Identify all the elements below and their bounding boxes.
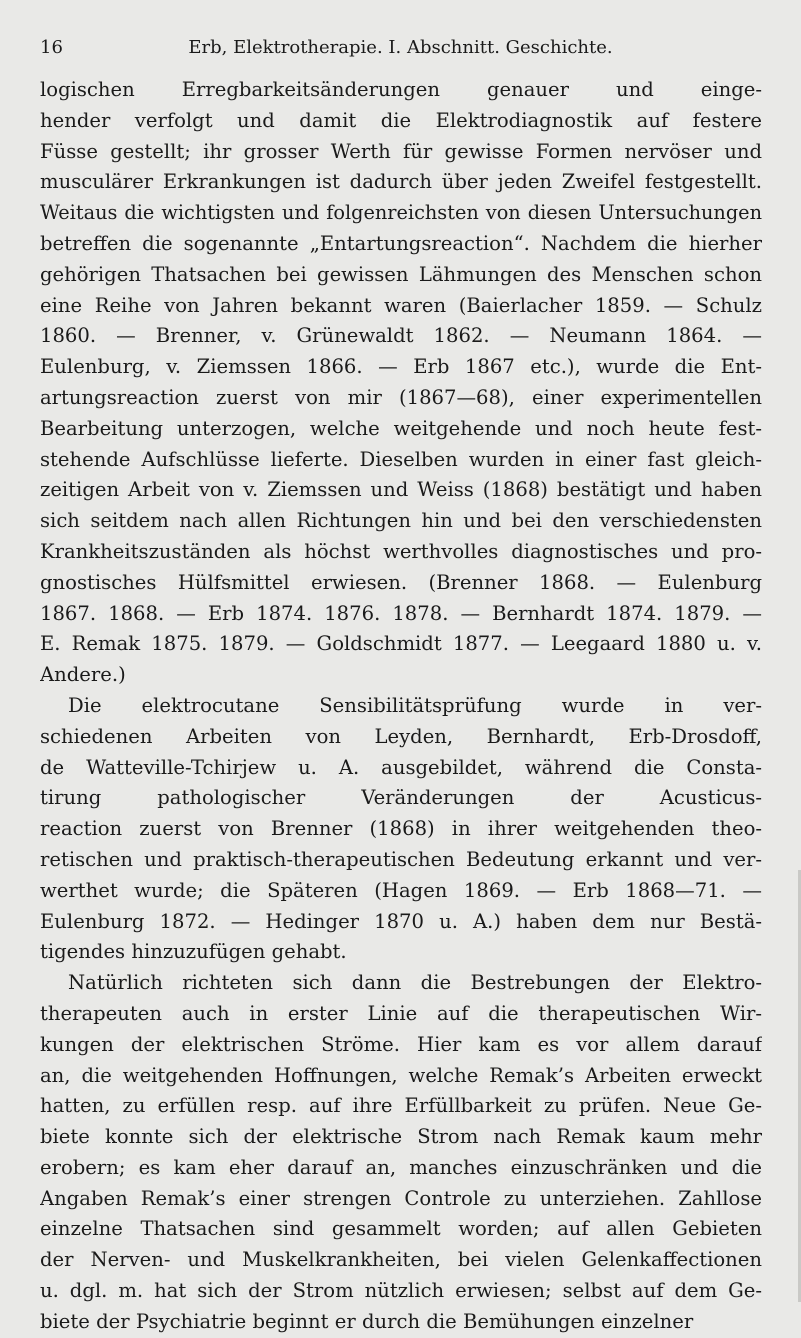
text-line: Die elektrocutane Sensibilitätsprüfung wurde in ver- — [68, 693, 762, 717]
text-line: hatten, zu erfüllen resp. auf ihre Erfüllbarkeit zu prüfen. Neue Ge- — [40, 1094, 762, 1118]
text-line: werthet wurde; die Späteren (Hagen 1869. — Erb 1868—71. — — [40, 878, 762, 902]
text-line: kungen der elektrischen Ströme. Hier kam es vor allem darauf — [40, 1032, 762, 1056]
text-line: tirung pathologischer Veränderungen der Acusticus- — [40, 786, 762, 810]
text-line: logischen Erregbarkeitsänderungen genauer und einge- — [40, 78, 762, 101]
text-line: E. Remak 1875. 1879. — Goldschmidt 1877. — Leegaard 1880 u. v. — [40, 632, 762, 656]
text-line: retischen und praktisch-therapeutischen Bedeutung erkannt und ver- — [40, 847, 762, 871]
text-line: Weitaus die wichtigsten und folgenreichsten von diesen Untersuchungen — [40, 201, 762, 225]
text-line: de Watteville-Tchirjew u. A. ausgebildet, während die Consta- — [40, 755, 762, 779]
text-line: Natürlich richteten sich dann die Bestrebungen der Elektro- — [68, 971, 762, 995]
text-line: artungsreaction zuerst von mir (1867—68), einer experimentellen — [40, 385, 762, 409]
text-line: eine Reihe von Jahren bekannt waren (Baierlacher 1859. — Schulz — [40, 293, 762, 317]
text-line: schiedenen Arbeiten von Leyden, Bernhardt, Erb-Drosdoff, — [40, 724, 762, 748]
text-line: sich seitdem nach allen Richtungen hin und bei den verschiedensten — [40, 509, 762, 533]
text-line: biete konnte sich der elektrische Strom nach Remak kaum mehr — [40, 1125, 762, 1149]
text-line: stehende Aufschlüsse lieferte. Dieselben wurden in einer fast gleich- — [40, 447, 762, 471]
text-line: erobern; es kam eher darauf an, manches einzuschränken und die — [40, 1155, 762, 1179]
text-line: Bearbeitung unterzogen, welche weitgehende und noch heute fest- — [40, 416, 762, 440]
page-header — [40, 36, 761, 60]
text-line: tigendes hinzuzufügen gehabt. — [40, 940, 347, 964]
text-line: betreffen die sogenannte „Entartungsreaction“. Nachdem die hierher — [40, 231, 762, 255]
text-line: zeitigen Arbeit von v. Ziemssen und Weiss (1868) bestätigt und haben — [40, 478, 762, 502]
text-line: gehörigen Thatsachen bei gewissen Lähmungen des Menschen schon — [40, 262, 762, 286]
text-line: Andere.) — [40, 663, 126, 687]
running-head: Erb, Elektrotherapie. I. Abschnitt. Geschichte. — [188, 37, 613, 58]
text-line: musculärer Erkrankungen ist dadurch über jeden Zweifel festgestellt. — [40, 170, 762, 194]
text-line: Eulenburg, v. Ziemssen 1866. — Erb 1867 etc.), wurde die Ent- — [40, 355, 762, 379]
page-number: 16 — [40, 37, 63, 58]
text-line: der Nerven- und Muskelkrankheiten, bei vielen Gelenkaffectionen — [40, 1248, 762, 1272]
text-line: Krankheitszuständen als höchst werthvolles diagnostisches und pro- — [40, 539, 762, 563]
text-line: u. dgl. m. hat sich der Strom nützlich erwiesen; selbst auf dem Ge- — [40, 1279, 762, 1303]
text-line: 1867. 1868. — Erb 1874. 1876. 1878. — Bernhardt 1874. 1879. — — [40, 601, 762, 625]
text-line: reaction zuerst von Brenner (1868) in ihrer weitgehenden theo- — [40, 817, 762, 841]
text-line: Eulenburg 1872. — Hedinger 1870 u. A.) haben dem nur Bestä- — [40, 909, 762, 933]
body-text — [40, 75, 762, 1338]
text-line: therapeuten auch in erster Linie auf die therapeutischen Wir- — [40, 1001, 762, 1025]
text-line: biete der Psychiatrie beginnt er durch die Bemühungen einzelner — [40, 1309, 694, 1333]
text-line: Füsse gestellt; ihr grosser Werth für gewisse Formen nervöser und — [40, 139, 762, 163]
text-line: einzelne Thatsachen sind gesammelt worden; auf allen Gebieten — [40, 1217, 762, 1241]
text-line: gnostisches Hülfsmittel erwiesen. (Brenner 1868. — Eulenburg — [40, 570, 762, 594]
text-line: hender verfolgt und damit die Elektrodiagnostik auf festere — [40, 108, 762, 132]
text-line: an, die weitgehenden Hoffnungen, welche Remak’s Arbeiten erweckt — [40, 1063, 762, 1087]
text-line: Angaben Remak’s einer strengen Controle zu unterziehen. Zahllose — [40, 1186, 762, 1210]
text-line: 1860. — Brenner, v. Grünewaldt 1862. — Neumann 1864. — — [40, 324, 762, 348]
